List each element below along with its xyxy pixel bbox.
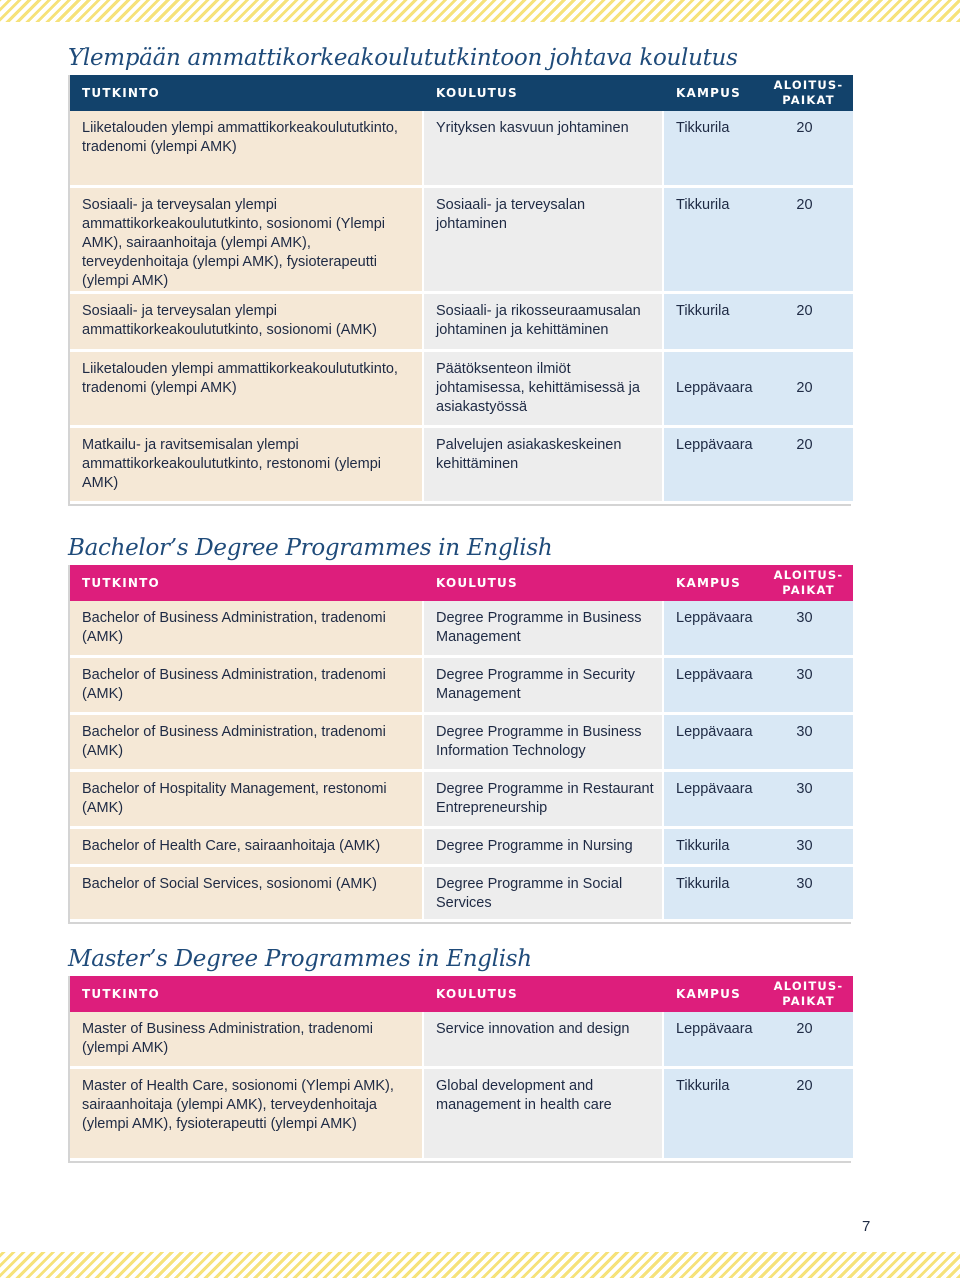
cell-koulutus: Degree Programme in Social Services (424, 867, 664, 922)
header-tutkinto: TUTKINTO (70, 75, 424, 111)
cell-kampus: Leppävaara (664, 658, 764, 715)
table-row (70, 352, 853, 428)
cell-tutkinto: Sosiaali- ja terveysalan ylempi ammattikorkeakoulututkinto, sosionomi (AMK) (70, 294, 424, 352)
table-header-row (70, 75, 853, 111)
cell-kampus: Tikkurila (664, 111, 764, 188)
cell-koulutus: Service innovation and design (424, 1012, 664, 1069)
table-header-row (70, 976, 853, 1012)
section-ylempi-amk (68, 41, 851, 506)
cell-tutkinto: Matkailu- ja ravitsemisalan ylempi ammattikorkeakoulututkinto, restonomi (ylempi AMK) (70, 428, 424, 504)
cell-tutkinto: Liiketalouden ylempi ammattikorkeakoulututkinto, tradenomi (ylempi AMK) (70, 352, 424, 428)
header-tutkinto: TUTKINTO (70, 565, 424, 601)
cell-kampus: Leppävaara (664, 1012, 764, 1069)
cell-kampus: Tikkurila (664, 867, 764, 922)
section-title: Bachelor’s Degree Programmes in English (68, 535, 553, 561)
section-master-programmes (68, 942, 851, 1163)
cell-koulutus: Palvelujen asiakaskeskeinen kehittäminen (424, 428, 664, 504)
cell-tutkinto: Bachelor of Social Services, sosionomi (AMK) (70, 867, 424, 922)
cell-tutkinto: Master of Business Administration, tradenomi (ylempi AMK) (70, 1012, 424, 1069)
header-kampus: KAMPUS (664, 976, 764, 1012)
cell-kampus: Leppävaara (664, 601, 764, 658)
cell-paikat: 20 (764, 428, 853, 504)
table-row (70, 188, 853, 294)
cell-koulutus: Global development and management in health care (424, 1069, 664, 1161)
header-koulutus: KOULUTUS (424, 75, 664, 111)
cell-paikat: 20 (764, 352, 853, 428)
cell-kampus: Tikkurila (664, 829, 764, 867)
cell-paikat: 30 (764, 658, 853, 715)
cell-koulutus: Yrityksen kasvuun johtaminen (424, 111, 664, 188)
cell-paikat: 20 (764, 1069, 853, 1161)
cell-paikat: 20 (764, 294, 853, 352)
header-kampus: KAMPUS (664, 565, 764, 601)
cell-koulutus: Sosiaali- ja rikosseuraamusalan johtaminen ja kehittäminen (424, 294, 664, 352)
section-title: Ylempään ammattikorkeakoulututkintoon johtava koulutus (68, 45, 738, 71)
section-bachelor-programmes (68, 531, 851, 924)
cell-tutkinto: Bachelor of Business Administration, tradenomi (AMK) (70, 601, 424, 658)
cell-tutkinto: Bachelor of Business Administration, tradenomi (AMK) (70, 715, 424, 772)
cell-kampus: Tikkurila (664, 1069, 764, 1161)
cell-tutkinto: Bachelor of Health Care, sairaanhoitaja (AMK) (70, 829, 424, 867)
cell-paikat: 30 (764, 715, 853, 772)
header-aloituspaikat: ALOITUS- PAIKAT (764, 976, 853, 1012)
cell-tutkinto: Bachelor of Business Administration, tradenomi (AMK) (70, 658, 424, 715)
cell-tutkinto: Sosiaali- ja terveysalan ylempi ammattikorkeakoulututkinto, sosionomi (Ylempi AMK), sairaanhoitaja (ylempi AMK), terveydenhoitaja (ylempi AMK), fysioterapeutti (ylempi AMK) (70, 188, 424, 294)
header-tutkinto: TUTKINTO (70, 976, 424, 1012)
table-row (70, 1069, 853, 1161)
cell-tutkinto: Liiketalouden ylempi ammattikorkeakoulututkinto, tradenomi (ylempi AMK) (70, 111, 424, 188)
cell-koulutus: Degree Programme in Security Management (424, 658, 664, 715)
cell-tutkinto: Master of Health Care, sosionomi (Ylempi AMK), sairaanhoitaja (ylempi AMK), terveydenhoitaja (ylempi AMK), fysioterapeutti (ylempi AMK) (70, 1069, 424, 1161)
cell-kampus: Leppävaara (664, 715, 764, 772)
cell-paikat: 20 (764, 111, 853, 188)
table-header-row (70, 565, 853, 601)
cell-koulutus: Degree Programme in Business Information Technology (424, 715, 664, 772)
table-frame (68, 565, 851, 924)
cell-kampus: Tikkurila (664, 294, 764, 352)
cell-koulutus: Degree Programme in Business Management (424, 601, 664, 658)
cell-kampus: Leppävaara (664, 772, 764, 829)
table-row (70, 772, 853, 829)
cell-kampus: Leppävaara (664, 352, 764, 428)
table-row (70, 658, 853, 715)
table-row (70, 715, 853, 772)
page-number: 7 (862, 1218, 871, 1235)
programme-table (70, 75, 853, 504)
cell-paikat: 20 (764, 1012, 853, 1069)
cell-koulutus: Degree Programme in Nursing (424, 829, 664, 867)
table-row (70, 601, 853, 658)
programme-table (70, 976, 853, 1161)
cell-paikat: 30 (764, 867, 853, 922)
header-aloituspaikat: ALOITUS- PAIKAT (764, 75, 853, 111)
programme-table (70, 565, 853, 922)
table-row (70, 829, 853, 867)
cell-paikat: 30 (764, 829, 853, 867)
table-row (70, 1012, 853, 1069)
section-title: Master’s Degree Programmes in English (68, 946, 532, 972)
table-row (70, 294, 853, 352)
table-frame (68, 75, 851, 506)
cell-tutkinto: Bachelor of Hospitality Management, restonomi (AMK) (70, 772, 424, 829)
bottom-decorative-stripe (0, 1252, 960, 1278)
cell-koulutus: Sosiaali- ja terveysalan johtaminen (424, 188, 664, 294)
table-row (70, 428, 853, 504)
header-koulutus: KOULUTUS (424, 976, 664, 1012)
cell-paikat: 30 (764, 772, 853, 829)
top-decorative-stripe (0, 0, 960, 22)
table-row (70, 111, 853, 188)
cell-paikat: 30 (764, 601, 853, 658)
table-row (70, 867, 853, 922)
cell-koulutus: Degree Programme in Restaurant Entrepreneurship (424, 772, 664, 829)
table-frame (68, 976, 851, 1163)
header-kampus: KAMPUS (664, 75, 764, 111)
cell-kampus: Leppävaara (664, 428, 764, 504)
cell-kampus: Tikkurila (664, 188, 764, 294)
cell-paikat: 20 (764, 188, 853, 294)
header-aloituspaikat: ALOITUS- PAIKAT (764, 565, 853, 601)
cell-koulutus: Päätöksenteon ilmiöt johtamisessa, kehittämisessä ja asiakastyössä (424, 352, 664, 428)
header-koulutus: KOULUTUS (424, 565, 664, 601)
